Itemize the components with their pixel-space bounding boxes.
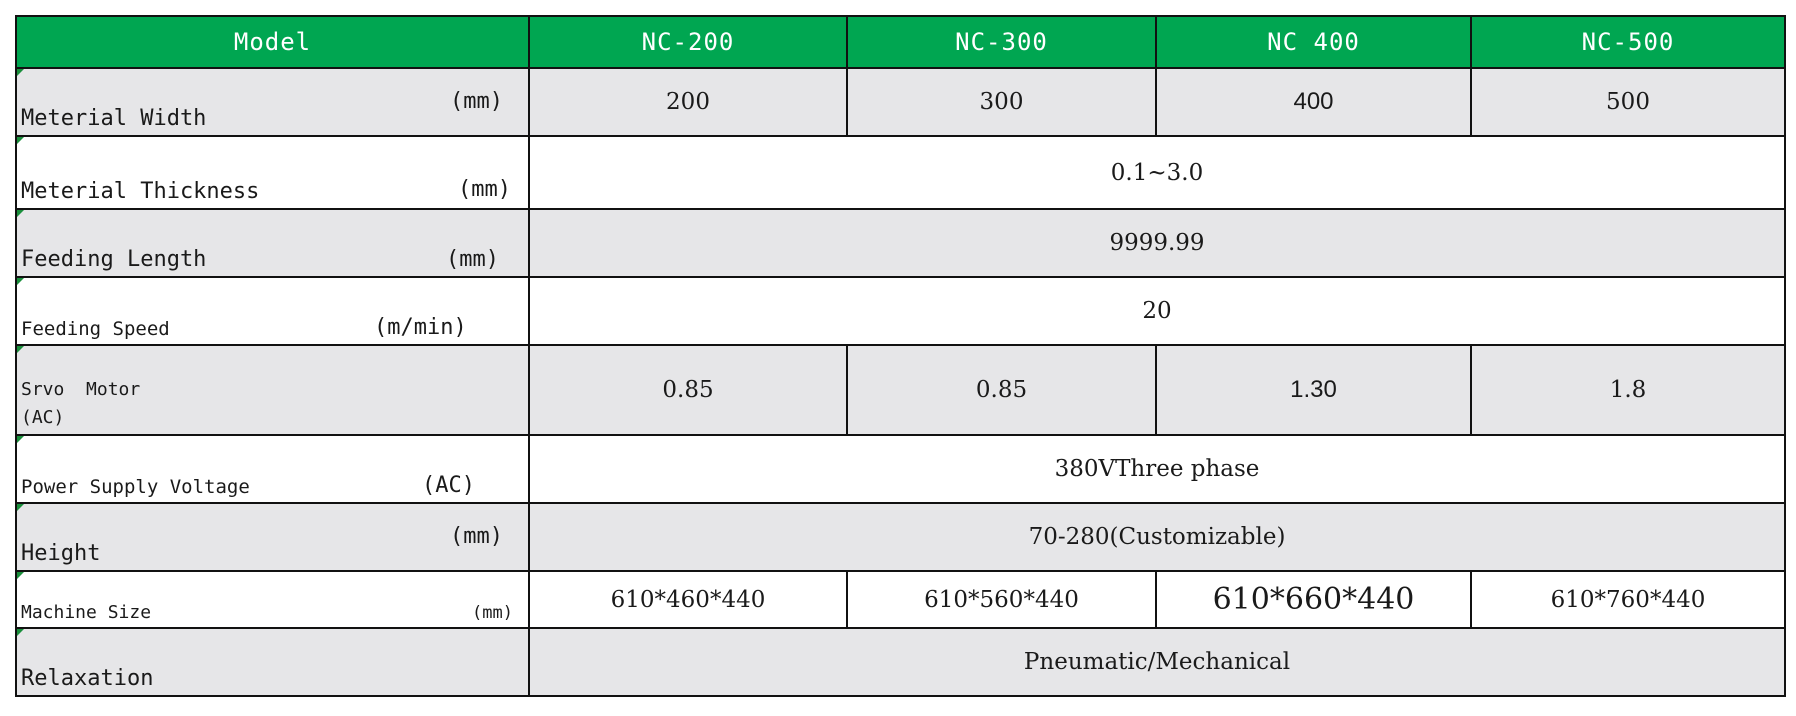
row-label: Relaxation <box>21 666 154 691</box>
row-height <box>16 503 1785 571</box>
value-cell: 0.85 <box>847 345 1156 435</box>
value-cell: Pneumatic/Mechanical <box>529 628 1785 696</box>
model-nc-400: NC 400 <box>1156 16 1471 68</box>
label-cell <box>16 628 529 696</box>
row-label: Power Supply Voltage <box>21 476 250 498</box>
row-material-thickness <box>16 136 1785 209</box>
label-cell <box>16 571 529 628</box>
row-power-supply <box>16 435 1785 503</box>
row-label: Machine Size <box>21 602 152 623</box>
row-machine-size <box>16 571 1785 628</box>
model-header: Model <box>16 16 529 68</box>
row-unit: (mm) <box>472 603 513 623</box>
model-nc-300: NC-300 <box>847 16 1156 68</box>
value-cell: 0.1~3.0 <box>529 136 1785 209</box>
row-label: Height <box>21 541 101 566</box>
row-unit: (mm) <box>450 524 503 549</box>
row-label: Srvo Motor <box>21 379 141 400</box>
row-relaxation <box>16 628 1785 696</box>
value-cell: 380VThree phase <box>529 435 1785 503</box>
row-label: Feeding Speed <box>21 318 170 340</box>
row-label: Feeding Length <box>21 247 207 272</box>
model-nc-200: NC-200 <box>529 16 847 68</box>
value-cell: 610*660*440 <box>1156 571 1471 628</box>
value-cell: 70-280(Customizable) <box>529 503 1785 571</box>
value-cell: 1.8 <box>1471 345 1785 435</box>
label-cell <box>16 209 529 277</box>
value-cell: 300 <box>847 68 1156 136</box>
row-unit: (AC) <box>21 407 65 428</box>
value-cell: 500 <box>1471 68 1785 136</box>
row-unit: (mm) <box>446 247 499 272</box>
row-material-width <box>16 68 1785 136</box>
row-servo-motor <box>16 345 1785 435</box>
model-nc-500: NC-500 <box>1471 16 1785 68</box>
label-cell <box>16 345 529 435</box>
value-cell: 610*560*440 <box>847 571 1156 628</box>
value-cell: 0.85 <box>529 345 847 435</box>
row-unit: (mm) <box>450 89 503 114</box>
value-cell: 20 <box>529 277 1785 345</box>
label-cell <box>16 68 529 136</box>
row-label: Meterial Width <box>21 106 207 131</box>
label-cell <box>16 136 529 209</box>
value-cell: 610*760*440 <box>1471 571 1785 628</box>
value-cell: 610*460*440 <box>529 571 847 628</box>
label-cell <box>16 277 529 345</box>
value-cell: 200 <box>529 68 847 136</box>
row-unit: (m/min) <box>374 315 467 340</box>
row-feeding-length <box>16 209 1785 277</box>
value-cell: 9999.99 <box>529 209 1785 277</box>
row-label: Meterial Thickness <box>21 179 260 204</box>
value-cell: 1.30 <box>1156 345 1471 435</box>
spec-table <box>15 15 1786 697</box>
label-cell <box>16 503 529 571</box>
row-unit: (mm) <box>458 177 511 202</box>
row-feeding-speed <box>16 277 1785 345</box>
label-cell <box>16 435 529 503</box>
value-cell: 400 <box>1156 68 1471 136</box>
header-row <box>16 16 1785 68</box>
row-unit: (AC) <box>422 473 475 498</box>
